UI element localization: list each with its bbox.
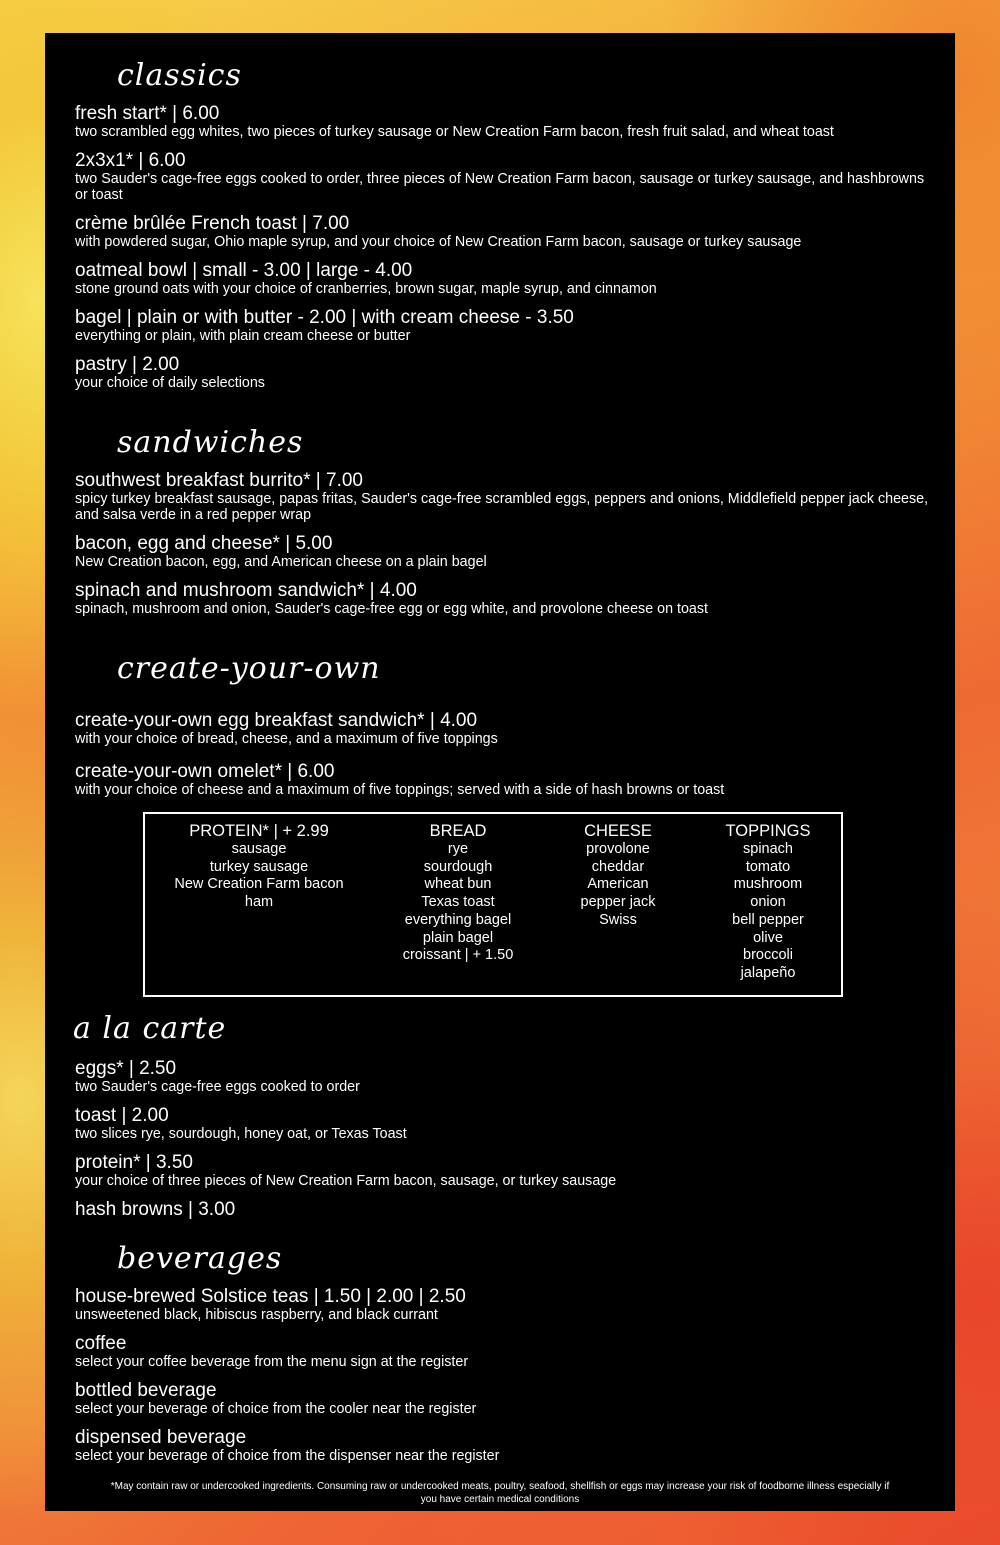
item-description: with powdered sugar, Ohio maple syrup, and your choice of New Creation Farm bacon, sausage or turkey sausage bbox=[75, 234, 802, 250]
item-name: toast | 2.00 bbox=[75, 1105, 169, 1126]
item-name: coffee bbox=[75, 1333, 127, 1354]
item-description: two scrambled egg whites, two pieces of turkey sausage or New Creation Farm bacon, fresh fruit salad, and wheat toast bbox=[75, 124, 834, 140]
option-item: provolone bbox=[586, 841, 650, 857]
item-name: create-your-own egg breakfast sandwich* | 4.00 bbox=[75, 710, 478, 731]
item-name: bottled beverage bbox=[75, 1380, 217, 1401]
option-item: tomato bbox=[745, 858, 791, 875]
item-name: eggs* | 2.50 bbox=[75, 1058, 177, 1079]
option-item: bell pepper bbox=[732, 911, 804, 928]
menu-item bbox=[75, 1105, 930, 1142]
menu-item bbox=[75, 710, 930, 747]
option-item: spinach bbox=[743, 841, 793, 857]
section-title-sandwiches: sandwiches bbox=[117, 425, 304, 460]
option-item: wheat bun bbox=[424, 876, 492, 893]
option-item: rye bbox=[447, 841, 469, 857]
item-name: bagel | plain or with butter - 2.00 | with cream cheese - 3.50 bbox=[75, 307, 574, 328]
option-item: New Creation Farm bacon bbox=[174, 876, 344, 893]
options-list bbox=[145, 841, 373, 912]
options-header: CHEESE bbox=[584, 822, 652, 840]
item-name: crème brûlée French toast | 7.00 bbox=[75, 213, 350, 234]
item-name: protein* | 3.50 bbox=[75, 1152, 193, 1173]
menu-item bbox=[75, 213, 930, 250]
item-description: select your beverage of choice from the dispenser near the register bbox=[75, 1448, 500, 1464]
item-description: your choice of three pieces of New Creation Farm bacon, sausage, or turkey sausage bbox=[75, 1173, 617, 1189]
options-header: PROTEIN* | + 2.99 bbox=[189, 822, 329, 840]
menu-item bbox=[75, 354, 930, 391]
options-column-toppings bbox=[693, 822, 843, 983]
menu-item bbox=[75, 1058, 930, 1095]
section-title-create-your-own: create-your-own bbox=[117, 651, 381, 686]
option-item: croissant | + 1.50 bbox=[402, 947, 514, 964]
option-item: sausage bbox=[231, 841, 287, 857]
options-column-protein bbox=[145, 822, 373, 912]
menu-item bbox=[75, 150, 930, 203]
item-description: New Creation bacon, egg, and American cheese on a plain bagel bbox=[75, 554, 487, 570]
item-description: your choice of daily selections bbox=[75, 375, 265, 391]
section-title-beverages: beverages bbox=[117, 1241, 283, 1276]
item-name: spinach and mushroom sandwich* | 4.00 bbox=[75, 580, 417, 601]
option-item: jalapeño bbox=[740, 964, 796, 981]
option-item: American bbox=[587, 876, 649, 893]
item-name: pastry | 2.00 bbox=[75, 354, 180, 375]
item-description: two Sauder's cage-free eggs cooked to order bbox=[75, 1079, 360, 1095]
menu-item bbox=[75, 1427, 930, 1464]
menu-item bbox=[75, 307, 930, 344]
options-header: TOPPINGS bbox=[725, 822, 811, 840]
menu-item bbox=[75, 1152, 930, 1189]
option-item: plain bagel bbox=[422, 929, 494, 946]
item-description: with your choice of bread, cheese, and a maximum of five toppings bbox=[75, 731, 498, 747]
item-name: house-brewed Solstice teas | 1.50 | 2.00 | 2.50 bbox=[75, 1286, 466, 1307]
menu-item bbox=[75, 470, 930, 523]
item-description: everything or plain, with plain cream cheese or butter bbox=[75, 328, 411, 344]
option-item: Texas toast bbox=[421, 894, 495, 911]
option-item: everything bagel bbox=[404, 911, 512, 928]
menu-item bbox=[75, 1333, 930, 1370]
item-name: southwest breakfast burrito* | 7.00 bbox=[75, 470, 363, 491]
option-item: sourdough bbox=[423, 858, 493, 875]
option-item: mushroom bbox=[733, 876, 803, 893]
item-description: with your choice of cheese and a maximum of five toppings; served with a side of hash browns or toast bbox=[75, 782, 725, 798]
item-name: hash browns | 3.00 bbox=[75, 1199, 236, 1220]
menu-panel bbox=[45, 33, 955, 1511]
options-header: BREAD bbox=[429, 822, 487, 840]
item-name: bacon, egg and cheese* | 5.00 bbox=[75, 533, 333, 554]
options-list bbox=[543, 841, 693, 930]
menu-item bbox=[75, 103, 930, 140]
item-name: fresh start* | 6.00 bbox=[75, 103, 220, 124]
options-box bbox=[143, 812, 843, 997]
option-item: Swiss bbox=[599, 911, 637, 928]
item-description: select your beverage of choice from the cooler near the register bbox=[75, 1401, 477, 1417]
item-name: dispensed beverage bbox=[75, 1427, 247, 1448]
item-description: two slices rye, sourdough, honey oat, or Texas Toast bbox=[75, 1126, 407, 1142]
options-column-cheese bbox=[543, 822, 693, 930]
menu-item bbox=[75, 260, 930, 297]
item-name: 2x3x1* | 6.00 bbox=[75, 150, 186, 171]
menu-item bbox=[75, 533, 930, 570]
disclaimer-text: *May contain raw or undercooked ingredients. Consuming raw or undercooked meats, poultry, seafood, shellfish or eggs may increase your risk of foodborne illness especially if you have certain medical conditions bbox=[110, 1481, 890, 1505]
item-description: two Sauder's cage-free eggs cooked to order, three pieces of New Creation Farm bacon, sausage or turkey sausage, and hashbrowns or toast bbox=[75, 171, 925, 203]
options-list bbox=[693, 841, 843, 983]
menu-item bbox=[75, 580, 930, 617]
options-list bbox=[373, 841, 543, 965]
menu-item bbox=[75, 1380, 930, 1417]
option-item: cheddar bbox=[591, 858, 645, 875]
option-item: turkey sausage bbox=[209, 858, 309, 875]
menu-item bbox=[75, 761, 930, 798]
option-item: onion bbox=[750, 894, 786, 911]
option-item: broccoli bbox=[743, 947, 793, 964]
section-title-classics: classics bbox=[117, 58, 242, 93]
options-column-bread bbox=[373, 822, 543, 965]
menu-item bbox=[75, 1286, 930, 1323]
item-description: stone ground oats with your choice of cranberries, brown sugar, maple syrup, and cinnamon bbox=[75, 281, 657, 297]
option-item: olive bbox=[753, 929, 783, 946]
item-description: select your coffee beverage from the menu sign at the register bbox=[75, 1354, 469, 1370]
item-description: spicy turkey breakfast sausage, papas fritas, Sauder's cage-free scrambled eggs, peppers and onions, Middlefield pepper jack cheese, and salsa verde in a red pepper wrap bbox=[75, 491, 929, 523]
item-name: create-your-own omelet* | 6.00 bbox=[75, 761, 335, 782]
item-description: spinach, mushroom and onion, Sauder's cage-free egg or egg white, and provolone cheese on toast bbox=[75, 601, 708, 617]
item-name: oatmeal bowl | small - 3.00 | large - 4.00 bbox=[75, 260, 413, 281]
menu-item bbox=[75, 1199, 930, 1220]
item-description: unsweetened black, hibiscus raspberry, and black currant bbox=[75, 1307, 438, 1323]
option-item: pepper jack bbox=[580, 894, 656, 911]
section-title-a-la-carte: a la carte bbox=[73, 1011, 227, 1046]
option-item: ham bbox=[244, 894, 274, 911]
